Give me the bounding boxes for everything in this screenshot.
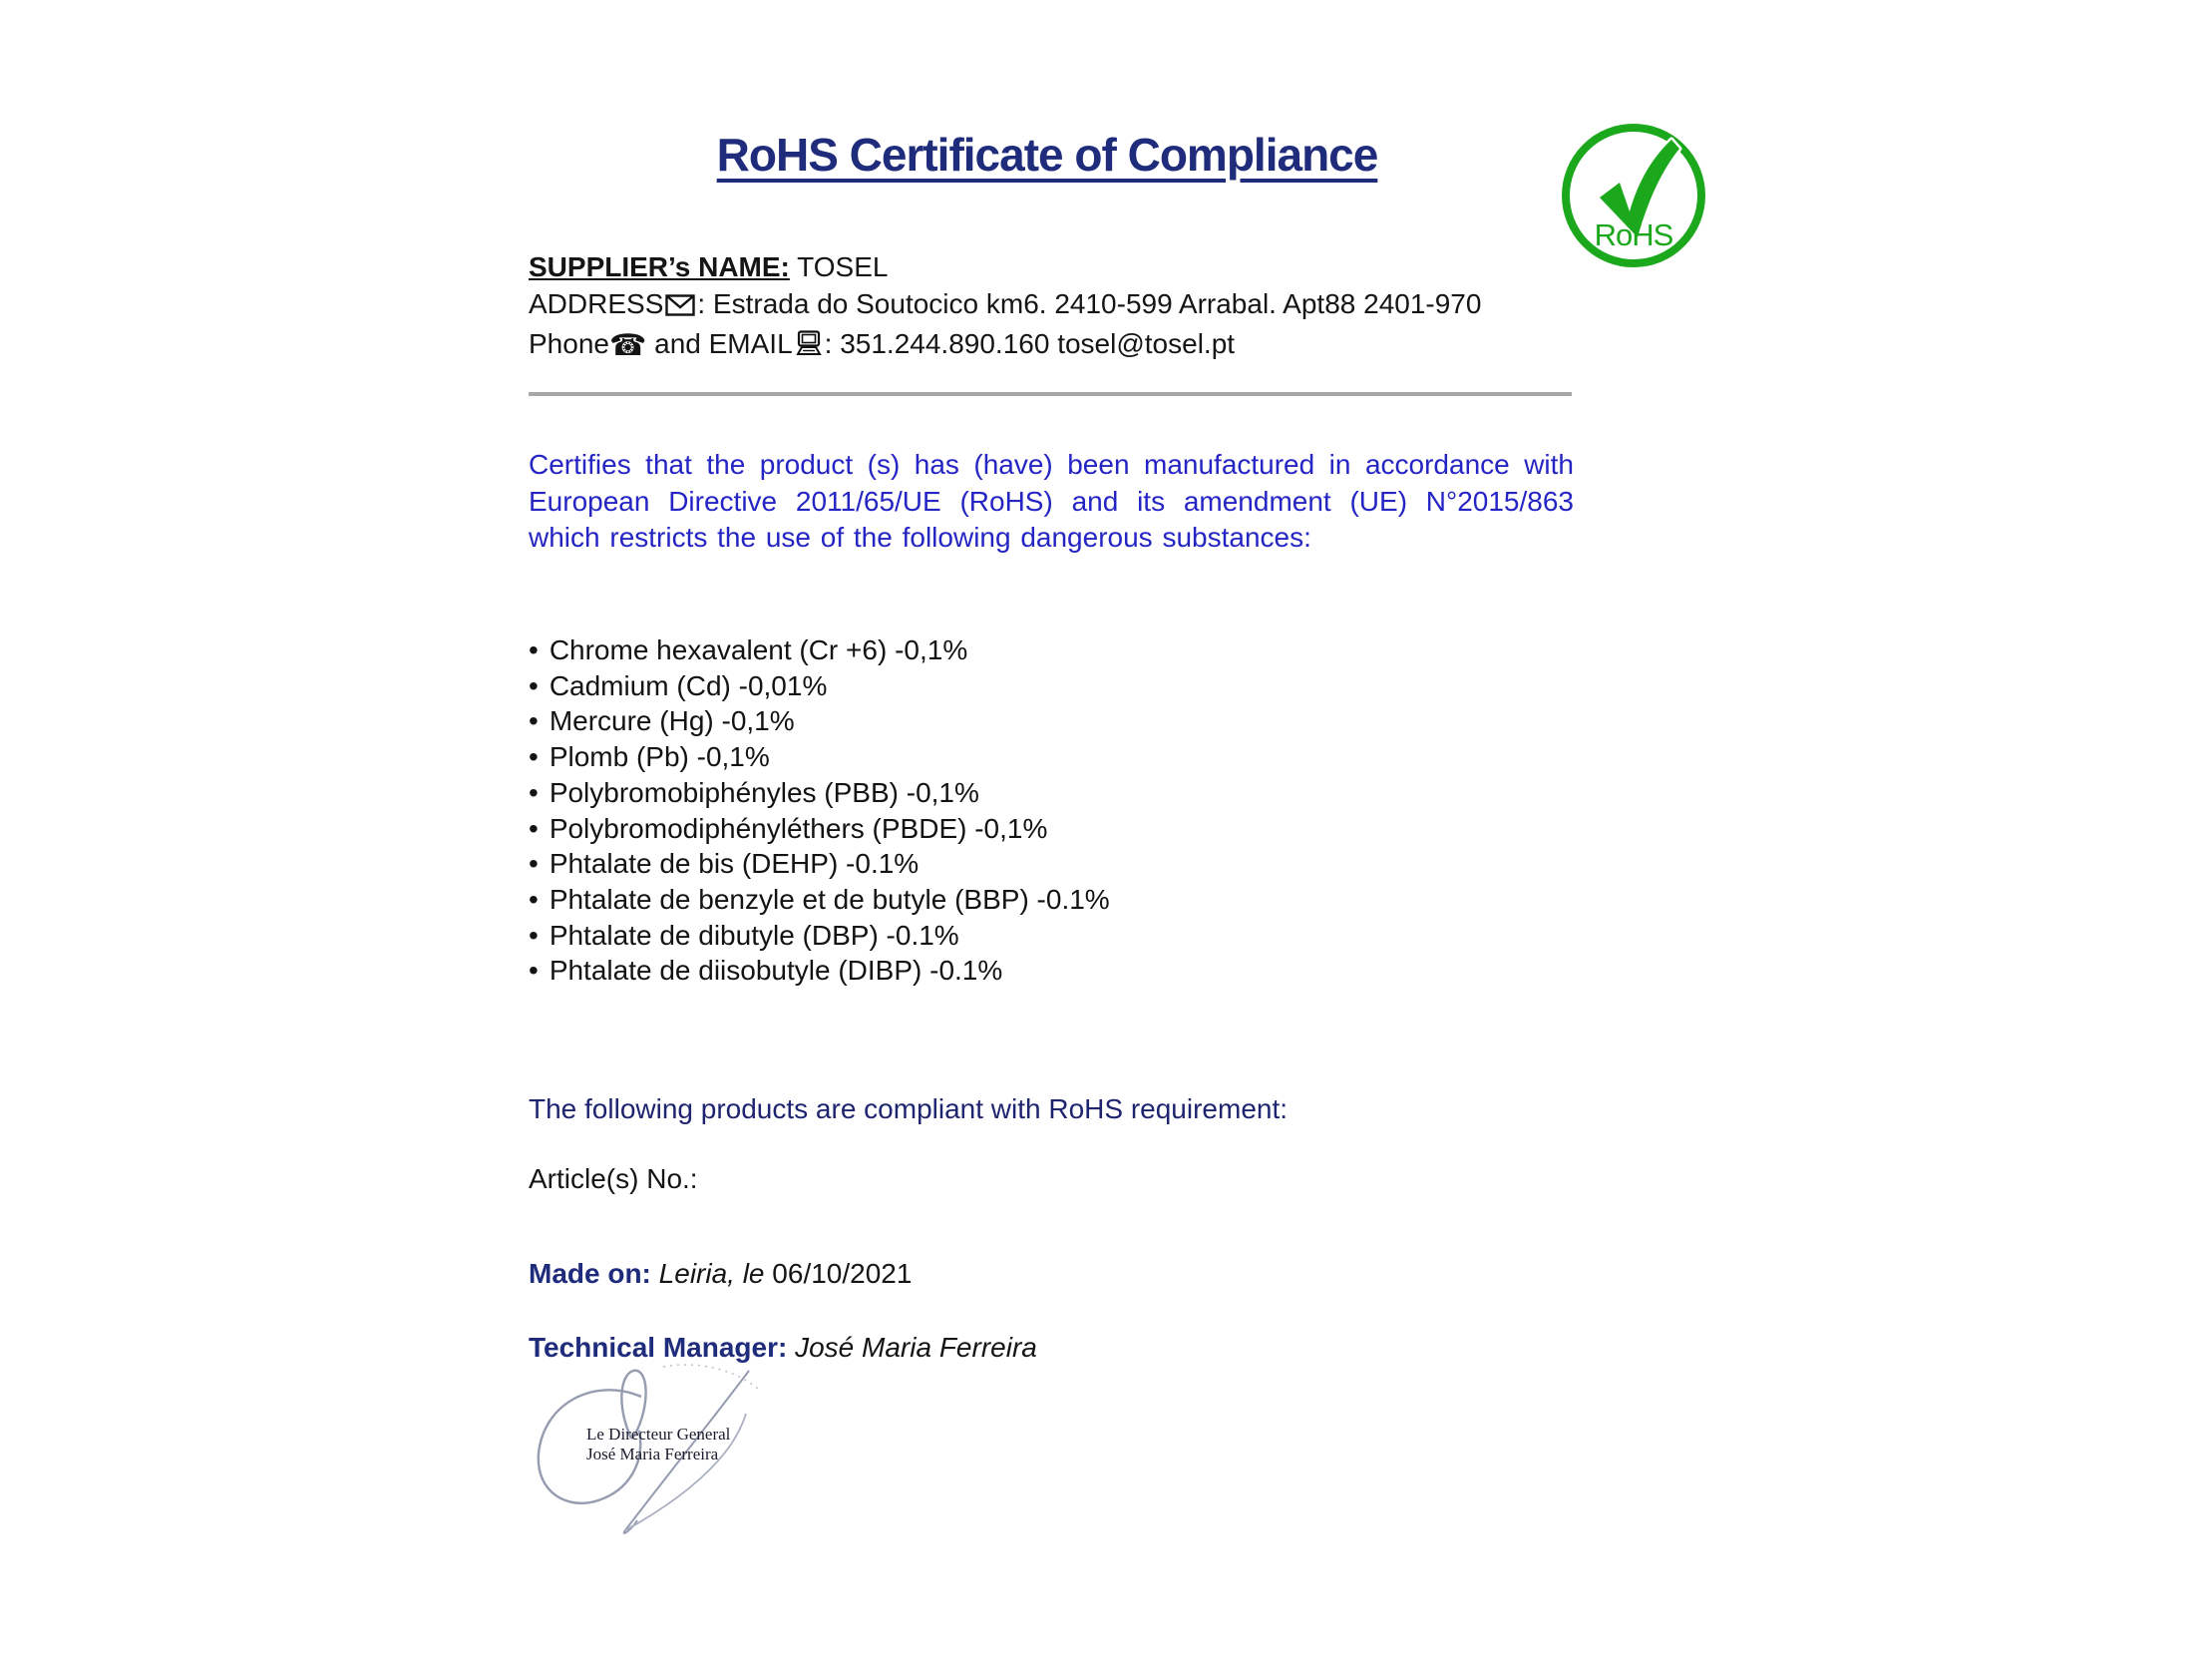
address-label: ADDRESS [529,288,664,319]
supplier-name-line [529,248,1481,285]
signature-title: Le Directeur General [586,1425,731,1444]
list-item: • Plomb (Pb) -0,1% [529,739,1110,775]
certification-paragraph: Certifies that the product (s) has (have) been manufactured in accordance with European Directive 2011/65/UE (RoHS) and its amendment (UE) N°2015/863 which restricts the use of the following dangerous substances: [529,449,1574,553]
technical-manager-label: Technical Manager: [529,1332,788,1363]
technical-manager-name: José Maria Ferreira [787,1332,1037,1363]
signature-text [586,1425,730,1464]
list-item: • Polybromobiphényles (PBB) -0,1% [529,775,1110,811]
phone-icon: ☎ [608,328,647,363]
rohs-logo-label: RoHS [1594,217,1673,252]
rohs-logo [1562,124,1705,267]
compliance-statement: The following products are compliant with RoHS requirement: [529,1093,1289,1124]
list-item: • Mercure (Hg) -0,1% [529,703,1110,739]
article-number-label: Article(s) No.: [529,1163,698,1194]
page-title: RoHS Certificate of Compliance [716,129,1378,181]
phone-label: Phone [529,328,609,359]
list-item: • Polybromodiphényléthers (PBDE) -0,1% [529,811,1110,847]
list-item: • Chrome hexavalent (Cr +6) -0,1% [529,632,1110,668]
list-item: • Phtalate de dibutyle (DBP) -0.1% [529,918,1110,954]
list-item: • Phtalate de diisobutyle (DIBP) -0.1% [529,953,1110,989]
list-item: • Phtalate de bis (DEHP) -0.1% [529,846,1110,882]
computer-icon [795,328,823,365]
supplier-name-value: TOSEL [789,251,889,282]
address-value: : Estrada do Soutocico km6. 2410-599 Arrabal. Apt88 2401-970 [697,288,1482,319]
supplier-block [529,248,1481,365]
divider-line [529,392,1572,396]
list-item: • Phtalate de benzyle et de butyle (BBP) -0.1% [529,882,1110,918]
supplier-name-label: SUPPLIER’s NAME: [529,251,790,282]
made-on-date: 06/10/2021 [772,1258,913,1289]
substances-list [529,632,1110,989]
contact-value: : 351.244.890.160 tosel@tosel.pt [824,328,1236,359]
supplier-contact-line [529,325,1481,365]
signature-flourish [514,1359,783,1573]
made-on-place: Leiria, le [650,1258,773,1289]
supplier-address-line [529,285,1481,325]
email-label: and EMAIL [646,328,793,359]
made-on-line [529,1258,912,1290]
signature-name: José Maria Ferreira [586,1445,719,1463]
list-item: • Cadmium (Cd) -0,01% [529,668,1110,704]
envelope-icon [665,288,695,325]
made-on-label: Made on: [529,1258,651,1289]
